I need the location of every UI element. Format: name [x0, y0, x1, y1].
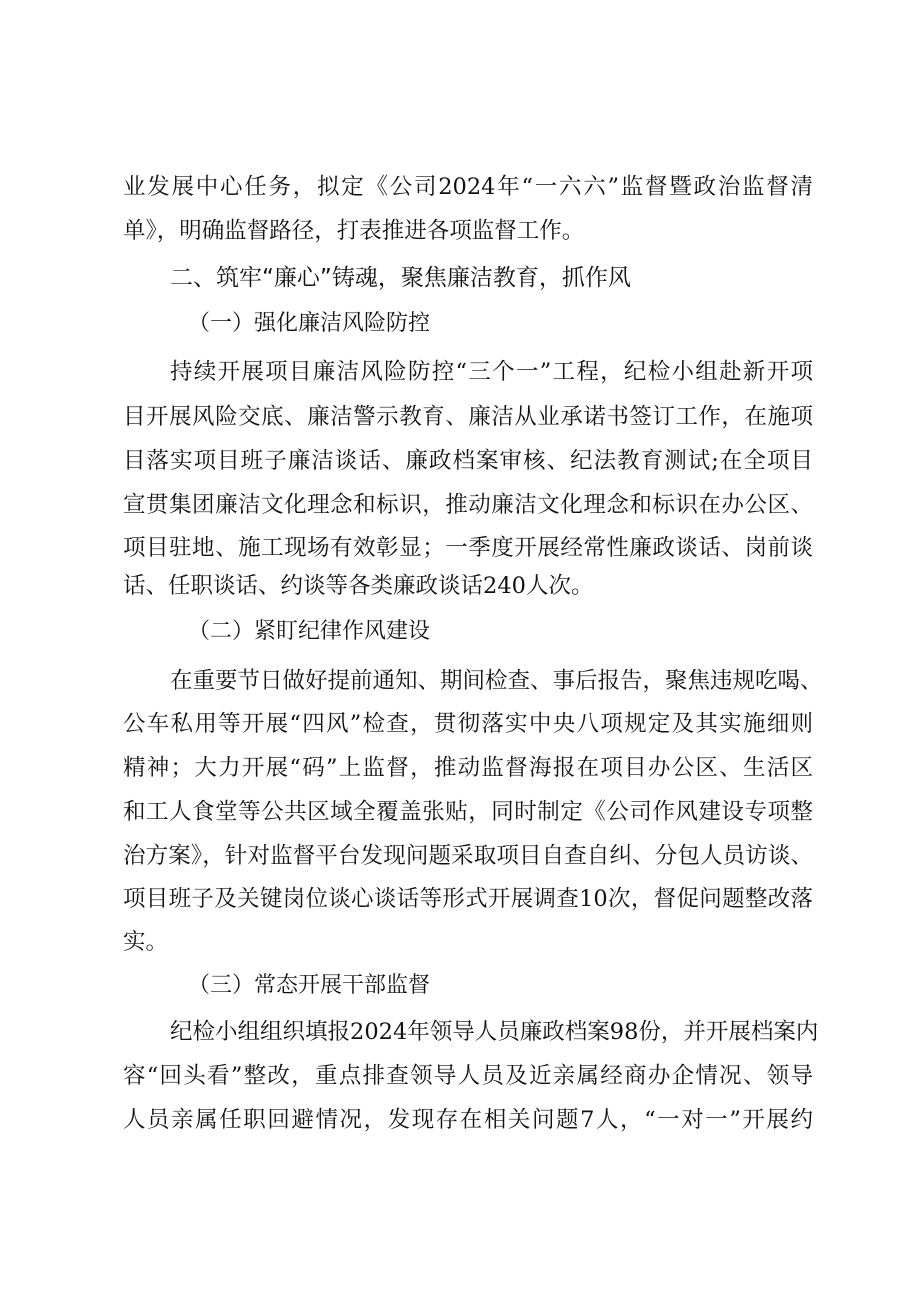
sub2-line-5: 治方案》，针对监督平台发现问题采取项目自查自纠、分包人员访谈、 — [123, 843, 813, 869]
sub1-line-2: 目开展风险交底、廉洁警示教育、廉洁从业承诺书签订工作，在施项 — [123, 404, 813, 430]
sub2-line-1: 在重要节日做好提前通知、期间检查、事后报告，聚焦违规吃喝、 — [170, 668, 823, 694]
sub3-line-2: 容“回头看”整改，重点排查领导人员及近亲属经商办企情况、领导 — [123, 1063, 813, 1089]
sub2-line-2: 公车私用等开展“四风”检查，贯彻落实中央八项规定及其实施细则 — [123, 711, 813, 737]
sub1-line-1: 持续开展项目廉洁风险防控“三个一”工程，纪检小组赴新开项 — [170, 359, 813, 385]
sub1-line-6: 话、任职谈话、约谈等各类廉政谈话240人次。 — [123, 573, 594, 599]
subsection-1-heading: （一）强化廉洁风险防控 — [188, 311, 431, 336]
sub1-line-3: 目落实项目班子廉洁谈话、廉政档案审核、纪法教育测试;在全项目 — [123, 448, 813, 474]
subsection-3-heading: （三）常态开展干部监督 — [188, 973, 431, 998]
subsection-2-heading: （二）紧盯纪律作风建设 — [188, 619, 431, 644]
intro-line-2: 单》，明确监督路径，打表推进各项监督工作。 — [123, 218, 585, 244]
sub2-line-4: 和工人食堂等公共区域全覆盖张贴，同时制定《公司作风建设专项整 — [123, 799, 813, 825]
section-2-heading: 二、筑牢“廉心”铸魂，聚焦廉洁教育，抓作风 — [170, 265, 631, 291]
sub3-line-1: 纪检小组组织填报2024年领导人员廉政档案98份，并开展档案内 — [170, 1019, 819, 1045]
intro-line-1: 业发展中心任务，拟定《公司2024年“一六六”监督暨政治监督清 — [123, 174, 813, 200]
sub3-line-3: 人员亲属任职回避情况，发现存在相关问题7人，“一对一”开展约 — [123, 1107, 813, 1133]
sub1-line-4: 宣贯集团廉洁文化理念和标识，推动廉洁文化理念和标识在办公区、 — [123, 492, 813, 518]
sub1-line-5: 项目驻地、施工现场有效彰显；一季度开展经常性廉政谈话、岗前谈 — [123, 535, 813, 561]
sub2-line-6: 项目班子及关键岗位谈心谈话等形式开展调查10次，督促问题整改落 — [123, 886, 813, 912]
sub2-line-7: 实。 — [123, 929, 169, 955]
sub2-line-3: 精神；大力开展“码”上监督，推动监督海报在项目办公区、生活区 — [123, 755, 813, 781]
